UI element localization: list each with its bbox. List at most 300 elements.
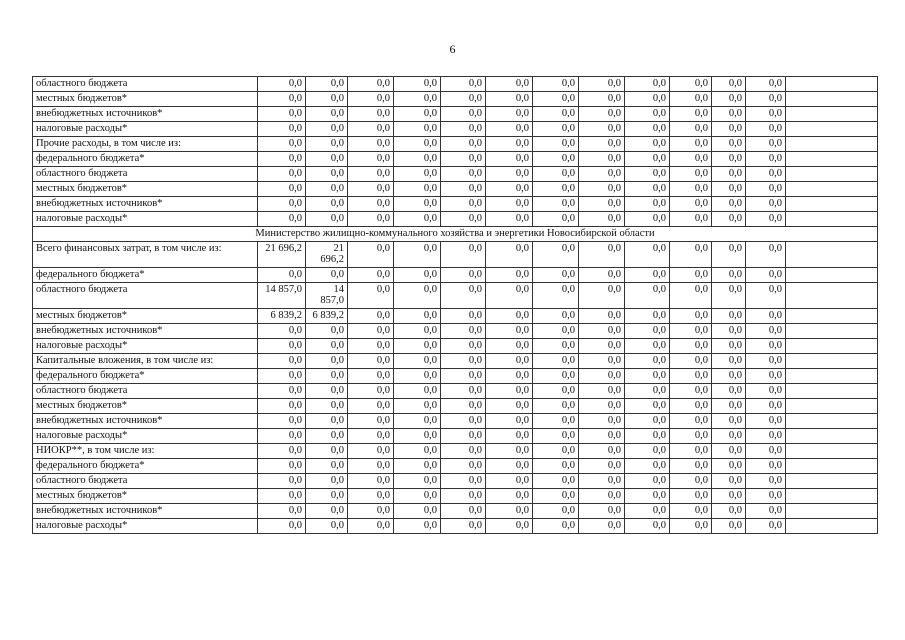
value-cell: 0,0 — [579, 167, 625, 182]
value-cell: 0,0 — [712, 369, 746, 384]
value-cell: 0,0 — [348, 459, 394, 474]
value-cell: 0,0 — [306, 444, 348, 459]
value-cell: 0,0 — [348, 519, 394, 534]
value-cell: 0,0 — [348, 444, 394, 459]
table-row — [33, 399, 878, 414]
value-cell: 0,0 — [746, 384, 786, 399]
value-cell: 0,0 — [746, 414, 786, 429]
table-row — [33, 339, 878, 354]
value-cell: 0,0 — [670, 444, 712, 459]
value-cell: 0,0 — [348, 283, 394, 309]
value-cell: 0,0 — [625, 77, 670, 92]
value-cell: 0,0 — [533, 283, 579, 309]
value-cell: 0,0 — [348, 197, 394, 212]
value-cell: 0,0 — [712, 212, 746, 227]
value-cell: 0,0 — [348, 167, 394, 182]
table-row — [33, 324, 878, 339]
page-number: 6 — [449, 42, 456, 56]
value-cell: 0,0 — [486, 283, 533, 309]
value-cell: 0,0 — [394, 489, 441, 504]
value-cell: 0,0 — [394, 339, 441, 354]
notes-cell — [786, 504, 878, 519]
value-cell: 0,0 — [486, 399, 533, 414]
value-cell: 0,0 — [441, 152, 486, 167]
value-cell: 0,0 — [746, 152, 786, 167]
value-cell: 0,0 — [579, 414, 625, 429]
value-cell: 0,0 — [486, 339, 533, 354]
value-cell: 0,0 — [670, 384, 712, 399]
value-cell: 0,0 — [258, 399, 306, 414]
value-cell: 0,0 — [670, 197, 712, 212]
row-label: внебюджетных источников* — [33, 504, 258, 519]
table-row — [33, 268, 878, 283]
notes-cell — [786, 268, 878, 283]
value-cell: 0,0 — [533, 444, 579, 459]
value-cell: 0,0 — [394, 268, 441, 283]
value-cell: 0,0 — [579, 384, 625, 399]
value-cell: 0,0 — [348, 399, 394, 414]
notes-cell — [786, 414, 878, 429]
value-cell: 0,0 — [625, 152, 670, 167]
table-row — [33, 283, 878, 309]
value-cell: 0,0 — [670, 429, 712, 444]
value-cell: 0,0 — [712, 283, 746, 309]
table-row — [33, 504, 878, 519]
value-cell: 0,0 — [258, 384, 306, 399]
value-cell: 0,0 — [441, 167, 486, 182]
table-body-bottom — [33, 242, 878, 534]
value-cell: 0,0 — [533, 182, 579, 197]
value-cell: 0,0 — [441, 77, 486, 92]
value-cell: 0,0 — [670, 182, 712, 197]
value-cell: 0,0 — [625, 504, 670, 519]
value-cell: 0,0 — [712, 107, 746, 122]
table-row — [33, 414, 878, 429]
value-cell: 0,0 — [625, 519, 670, 534]
value-cell: 0,0 — [579, 459, 625, 474]
value-cell: 0,0 — [625, 384, 670, 399]
value-cell: 0,0 — [486, 197, 533, 212]
table-row — [33, 354, 878, 369]
value-cell: 0,0 — [441, 519, 486, 534]
value-cell: 0,0 — [625, 107, 670, 122]
value-cell: 0,0 — [306, 122, 348, 137]
value-cell: 0,0 — [712, 152, 746, 167]
value-cell: 0,0 — [670, 242, 712, 268]
value-cell: 0,0 — [533, 369, 579, 384]
table-row — [33, 384, 878, 399]
notes-cell — [786, 459, 878, 474]
value-cell: 0,0 — [533, 474, 579, 489]
value-cell: 0,0 — [712, 309, 746, 324]
value-cell: 0,0 — [306, 324, 348, 339]
row-label: НИОКР**, в том числе из: — [33, 444, 258, 459]
value-cell: 0,0 — [258, 489, 306, 504]
notes-cell — [786, 324, 878, 339]
value-cell: 0,0 — [533, 122, 579, 137]
row-label: налоговые расходы* — [33, 429, 258, 444]
value-cell: 0,0 — [533, 324, 579, 339]
value-cell: 0,0 — [394, 122, 441, 137]
value-cell: 0,0 — [441, 429, 486, 444]
value-cell: 0,0 — [306, 414, 348, 429]
value-cell: 0,0 — [258, 444, 306, 459]
value-cell: 0,0 — [746, 309, 786, 324]
value-cell: 0,0 — [670, 474, 712, 489]
notes-cell — [786, 212, 878, 227]
value-cell: 0,0 — [306, 429, 348, 444]
value-cell: 0,0 — [258, 354, 306, 369]
value-cell: 0,0 — [746, 197, 786, 212]
value-cell: 0,0 — [306, 459, 348, 474]
value-cell: 0,0 — [486, 182, 533, 197]
value-cell: 0,0 — [441, 414, 486, 429]
value-cell: 0,0 — [670, 122, 712, 137]
value-cell: 0,0 — [625, 489, 670, 504]
value-cell: 0,0 — [486, 489, 533, 504]
value-cell: 0,0 — [306, 152, 348, 167]
value-cell: 0,0 — [441, 444, 486, 459]
value-cell: 0,0 — [712, 77, 746, 92]
value-cell: 0,0 — [533, 399, 579, 414]
value-cell: 0,0 — [712, 242, 746, 268]
value-cell: 0,0 — [625, 429, 670, 444]
table-row — [33, 137, 878, 152]
value-cell: 0,0 — [348, 354, 394, 369]
value-cell: 0,0 — [712, 429, 746, 444]
value-cell: 0,0 — [746, 369, 786, 384]
value-cell: 0,0 — [441, 384, 486, 399]
value-cell: 0,0 — [258, 504, 306, 519]
table-row — [33, 197, 878, 212]
value-cell: 0,0 — [348, 339, 394, 354]
value-cell: 0,0 — [533, 167, 579, 182]
value-cell: 21 696,2 — [258, 242, 306, 268]
value-cell: 0,0 — [394, 182, 441, 197]
value-cell: 0,0 — [670, 414, 712, 429]
value-cell: 0,0 — [394, 77, 441, 92]
value-cell: 0,0 — [441, 399, 486, 414]
value-cell: 0,0 — [670, 167, 712, 182]
value-cell: 0,0 — [533, 309, 579, 324]
value-cell: 0,0 — [533, 197, 579, 212]
value-cell: 0,0 — [625, 268, 670, 283]
value-cell: 0,0 — [348, 429, 394, 444]
value-cell: 0,0 — [625, 242, 670, 268]
value-cell: 0,0 — [258, 122, 306, 137]
value-cell: 0,0 — [746, 519, 786, 534]
value-cell: 0,0 — [486, 504, 533, 519]
value-cell: 0,0 — [746, 399, 786, 414]
value-cell: 0,0 — [746, 167, 786, 182]
value-cell: 0,0 — [258, 324, 306, 339]
section-title: Министерство жилищно-коммунального хозяйства и энергетики Новосибирской области — [33, 227, 878, 242]
value-cell: 0,0 — [712, 182, 746, 197]
value-cell: 0,0 — [625, 444, 670, 459]
value-cell: 0,0 — [306, 474, 348, 489]
value-cell: 0,0 — [348, 309, 394, 324]
table-row — [33, 459, 878, 474]
notes-cell — [786, 182, 878, 197]
value-cell: 0,0 — [533, 268, 579, 283]
value-cell: 0,0 — [258, 137, 306, 152]
value-cell: 0,0 — [306, 92, 348, 107]
value-cell: 0,0 — [746, 92, 786, 107]
notes-cell — [786, 283, 878, 309]
value-cell: 0,0 — [746, 283, 786, 309]
value-cell: 0,0 — [579, 489, 625, 504]
table-row — [33, 242, 878, 268]
value-cell: 0,0 — [486, 324, 533, 339]
value-cell: 0,0 — [579, 283, 625, 309]
value-cell: 0,0 — [306, 369, 348, 384]
value-cell: 0,0 — [258, 167, 306, 182]
row-label: внебюджетных источников* — [33, 197, 258, 212]
value-cell: 0,0 — [348, 92, 394, 107]
notes-cell — [786, 167, 878, 182]
value-cell: 0,0 — [348, 242, 394, 268]
value-cell: 0,0 — [579, 399, 625, 414]
value-cell: 0,0 — [306, 197, 348, 212]
row-label: областного бюджета — [33, 283, 258, 309]
value-cell: 0,0 — [258, 107, 306, 122]
notes-cell — [786, 92, 878, 107]
value-cell: 0,0 — [394, 399, 441, 414]
notes-cell — [786, 309, 878, 324]
value-cell: 0,0 — [746, 339, 786, 354]
value-cell: 0,0 — [486, 152, 533, 167]
value-cell: 14 857,0 — [306, 283, 348, 309]
notes-cell — [786, 444, 878, 459]
value-cell: 0,0 — [712, 339, 746, 354]
value-cell: 0,0 — [258, 459, 306, 474]
value-cell: 0,0 — [394, 137, 441, 152]
notes-cell — [786, 354, 878, 369]
notes-cell — [786, 77, 878, 92]
value-cell: 0,0 — [258, 519, 306, 534]
value-cell: 0,0 — [486, 369, 533, 384]
value-cell: 0,0 — [486, 354, 533, 369]
row-label: федерального бюджета* — [33, 459, 258, 474]
value-cell: 0,0 — [258, 414, 306, 429]
table-row — [33, 167, 878, 182]
value-cell: 0,0 — [670, 339, 712, 354]
value-cell: 0,0 — [579, 197, 625, 212]
table-row — [33, 212, 878, 227]
value-cell: 0,0 — [348, 268, 394, 283]
value-cell: 0,0 — [746, 354, 786, 369]
value-cell: 0,0 — [394, 474, 441, 489]
value-cell: 0,0 — [670, 309, 712, 324]
value-cell: 0,0 — [579, 242, 625, 268]
value-cell: 0,0 — [579, 474, 625, 489]
row-label: налоговые расходы* — [33, 339, 258, 354]
value-cell: 0,0 — [348, 107, 394, 122]
value-cell: 0,0 — [746, 242, 786, 268]
value-cell: 0,0 — [625, 309, 670, 324]
value-cell: 0,0 — [746, 444, 786, 459]
value-cell: 0,0 — [670, 324, 712, 339]
value-cell: 0,0 — [625, 212, 670, 227]
value-cell: 0,0 — [306, 268, 348, 283]
value-cell: 0,0 — [746, 504, 786, 519]
value-cell: 0,0 — [441, 369, 486, 384]
row-label: Капитальные вложения, в том числе из: — [33, 354, 258, 369]
value-cell: 0,0 — [579, 122, 625, 137]
row-label: налоговые расходы* — [33, 519, 258, 534]
notes-cell — [786, 242, 878, 268]
value-cell: 0,0 — [486, 242, 533, 268]
value-cell: 0,0 — [533, 212, 579, 227]
value-cell: 0,0 — [746, 182, 786, 197]
value-cell: 0,0 — [533, 152, 579, 167]
value-cell: 0,0 — [625, 122, 670, 137]
value-cell: 0,0 — [625, 369, 670, 384]
value-cell: 0,0 — [441, 339, 486, 354]
value-cell: 0,0 — [394, 212, 441, 227]
value-cell: 0,0 — [625, 324, 670, 339]
value-cell: 21 696,2 — [306, 242, 348, 268]
value-cell: 0,0 — [306, 182, 348, 197]
value-cell: 0,0 — [746, 122, 786, 137]
value-cell: 0,0 — [441, 504, 486, 519]
row-label: областного бюджета — [33, 474, 258, 489]
value-cell: 0,0 — [625, 354, 670, 369]
value-cell: 0,0 — [579, 182, 625, 197]
value-cell: 0,0 — [533, 504, 579, 519]
value-cell: 0,0 — [533, 77, 579, 92]
row-label: налоговые расходы* — [33, 122, 258, 137]
value-cell: 0,0 — [306, 354, 348, 369]
value-cell: 0,0 — [579, 324, 625, 339]
value-cell: 0,0 — [579, 309, 625, 324]
notes-cell — [786, 384, 878, 399]
value-cell: 0,0 — [394, 504, 441, 519]
value-cell: 0,0 — [670, 459, 712, 474]
value-cell: 0,0 — [670, 354, 712, 369]
table-row — [33, 369, 878, 384]
value-cell: 0,0 — [441, 354, 486, 369]
value-cell: 0,0 — [348, 77, 394, 92]
value-cell: 0,0 — [625, 414, 670, 429]
value-cell: 0,0 — [394, 107, 441, 122]
row-label: федерального бюджета* — [33, 369, 258, 384]
value-cell: 0,0 — [625, 167, 670, 182]
row-label: налоговые расходы* — [33, 212, 258, 227]
value-cell: 0,0 — [579, 268, 625, 283]
value-cell: 0,0 — [486, 384, 533, 399]
value-cell: 0,0 — [670, 92, 712, 107]
value-cell: 0,0 — [579, 92, 625, 107]
table-row — [33, 122, 878, 137]
value-cell: 0,0 — [348, 212, 394, 227]
value-cell: 0,0 — [486, 429, 533, 444]
value-cell: 0,0 — [670, 399, 712, 414]
value-cell: 0,0 — [258, 474, 306, 489]
value-cell: 0,0 — [486, 459, 533, 474]
value-cell: 0,0 — [746, 77, 786, 92]
value-cell: 0,0 — [348, 414, 394, 429]
notes-cell — [786, 339, 878, 354]
value-cell: 0,0 — [348, 152, 394, 167]
notes-cell — [786, 122, 878, 137]
value-cell: 0,0 — [441, 182, 486, 197]
value-cell: 0,0 — [670, 489, 712, 504]
value-cell: 0,0 — [441, 283, 486, 309]
value-cell: 0,0 — [533, 489, 579, 504]
value-cell: 0,0 — [625, 283, 670, 309]
value-cell: 0,0 — [579, 137, 625, 152]
value-cell: 0,0 — [625, 399, 670, 414]
value-cell: 0,0 — [670, 268, 712, 283]
value-cell: 0,0 — [625, 182, 670, 197]
value-cell: 0,0 — [746, 474, 786, 489]
value-cell: 0,0 — [348, 384, 394, 399]
value-cell: 0,0 — [712, 384, 746, 399]
value-cell: 0,0 — [394, 197, 441, 212]
value-cell: 0,0 — [625, 197, 670, 212]
value-cell: 0,0 — [670, 504, 712, 519]
value-cell: 0,0 — [394, 283, 441, 309]
value-cell: 0,0 — [533, 339, 579, 354]
value-cell: 0,0 — [579, 504, 625, 519]
value-cell: 0,0 — [579, 107, 625, 122]
value-cell: 0,0 — [486, 444, 533, 459]
value-cell: 0,0 — [579, 152, 625, 167]
value-cell: 0,0 — [712, 444, 746, 459]
value-cell: 0,0 — [306, 489, 348, 504]
value-cell: 0,0 — [258, 268, 306, 283]
table-row — [33, 152, 878, 167]
value-cell: 0,0 — [579, 354, 625, 369]
value-cell: 0,0 — [348, 182, 394, 197]
value-cell: 0,0 — [348, 369, 394, 384]
value-cell: 0,0 — [394, 444, 441, 459]
value-cell: 0,0 — [746, 268, 786, 283]
value-cell: 0,0 — [625, 459, 670, 474]
value-cell: 0,0 — [625, 474, 670, 489]
value-cell: 0,0 — [258, 429, 306, 444]
value-cell: 0,0 — [746, 459, 786, 474]
value-cell: 0,0 — [258, 152, 306, 167]
value-cell: 0,0 — [712, 197, 746, 212]
notes-cell — [786, 152, 878, 167]
value-cell: 0,0 — [746, 107, 786, 122]
section-row — [33, 227, 878, 242]
table-row — [33, 309, 878, 324]
value-cell: 0,0 — [486, 77, 533, 92]
value-cell: 0,0 — [486, 107, 533, 122]
value-cell: 0,0 — [306, 504, 348, 519]
value-cell: 0,0 — [712, 474, 746, 489]
value-cell: 0,0 — [441, 197, 486, 212]
value-cell: 0,0 — [441, 137, 486, 152]
value-cell: 0,0 — [394, 369, 441, 384]
row-label: внебюджетных источников* — [33, 324, 258, 339]
value-cell: 0,0 — [533, 429, 579, 444]
value-cell: 0,0 — [306, 107, 348, 122]
row-label: местных бюджетов* — [33, 399, 258, 414]
value-cell: 0,0 — [394, 384, 441, 399]
value-cell: 0,0 — [441, 92, 486, 107]
value-cell: 0,0 — [258, 77, 306, 92]
value-cell: 0,0 — [394, 414, 441, 429]
value-cell: 0,0 — [712, 489, 746, 504]
value-cell: 0,0 — [486, 92, 533, 107]
value-cell: 0,0 — [306, 519, 348, 534]
value-cell: 0,0 — [258, 197, 306, 212]
value-cell: 0,0 — [670, 107, 712, 122]
